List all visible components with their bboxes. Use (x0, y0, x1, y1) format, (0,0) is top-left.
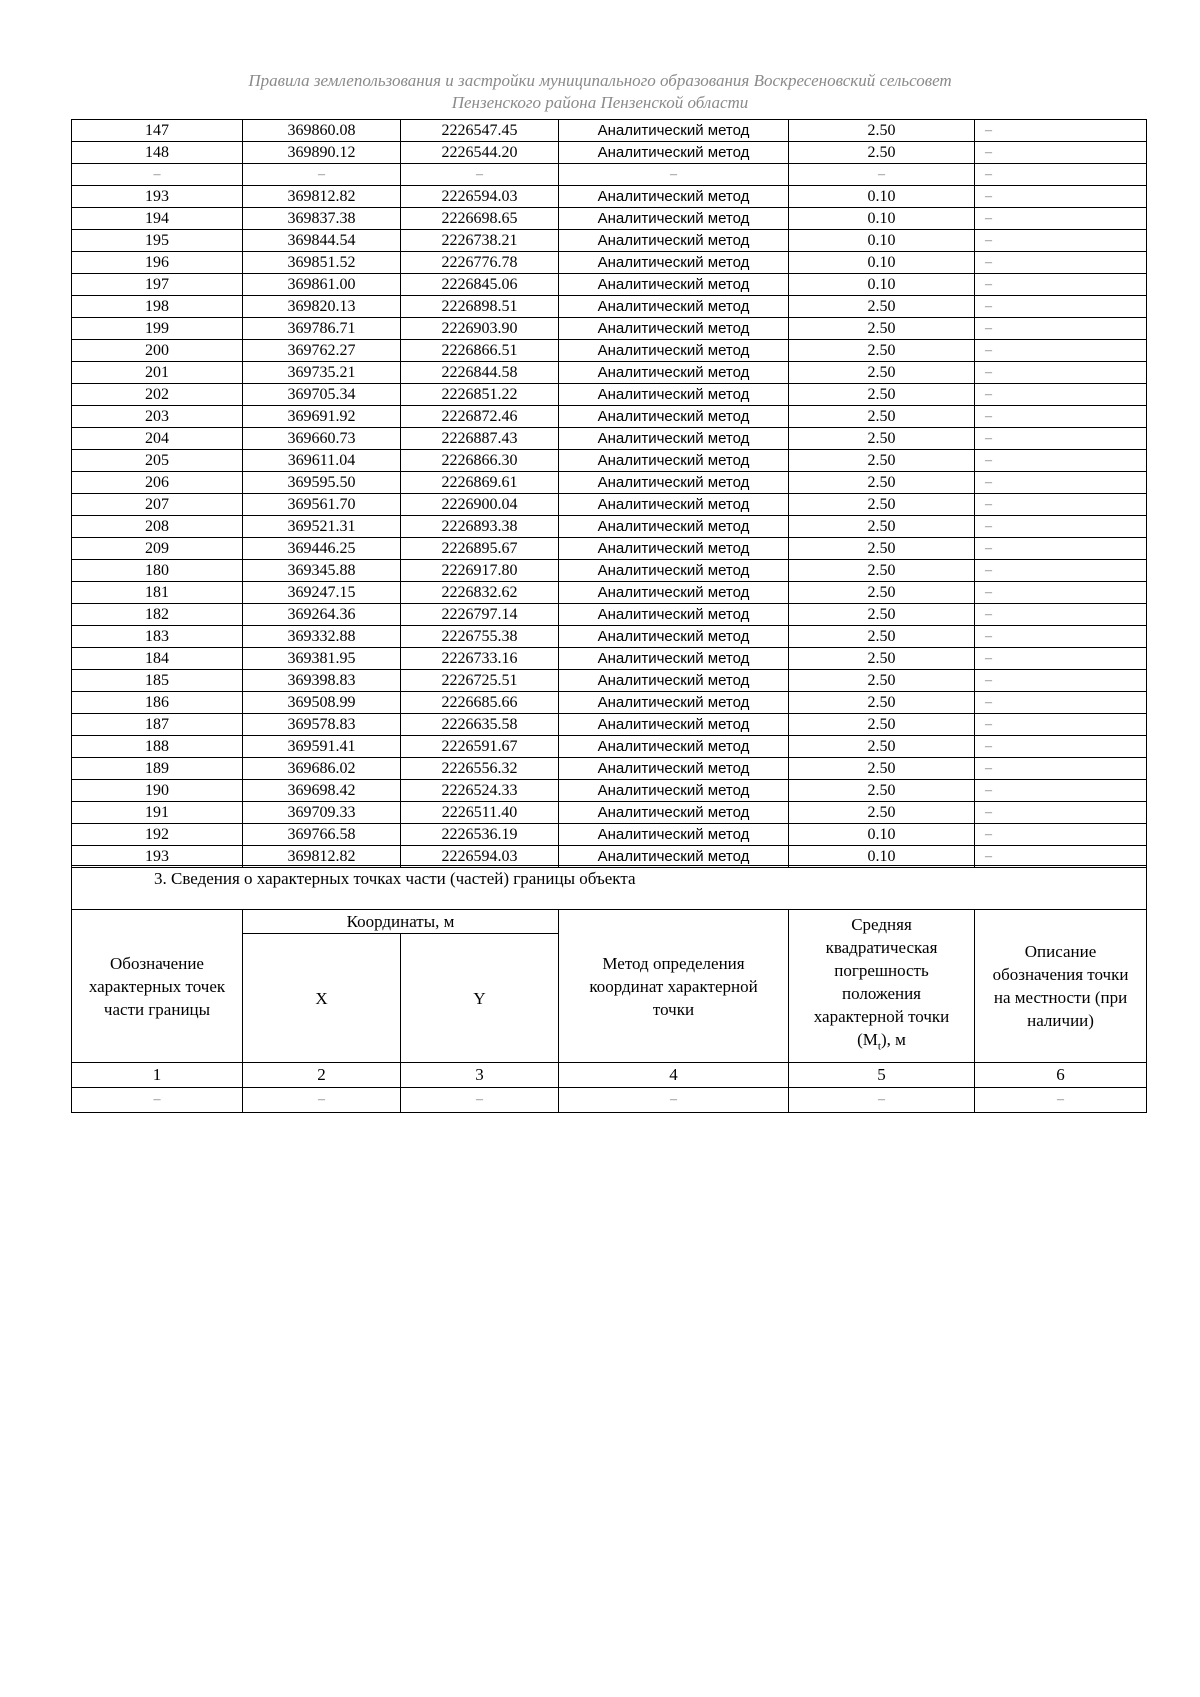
point-number-cell: 206 (72, 472, 243, 494)
section3-table (71, 865, 1147, 1113)
header-line-2: Пензенского района Пензенской области (451, 93, 749, 112)
table-row (72, 406, 1147, 428)
method-cell: Аналитический метод (559, 582, 789, 604)
description-cell: – (975, 164, 1147, 186)
method-cell: Аналитический метод (559, 692, 789, 714)
point-number-cell: 187 (72, 714, 243, 736)
y-coordinate-cell: 2226591.67 (401, 736, 559, 758)
table-row (72, 208, 1147, 230)
description-cell: – (975, 384, 1147, 406)
x-coordinate-cell: 369820.13 (243, 296, 401, 318)
x-coordinate-cell: 369332.88 (243, 626, 401, 648)
description-cell: – (975, 692, 1147, 714)
y-coordinate-cell: 2226851.22 (401, 384, 559, 406)
error-cell: 0.10 (789, 230, 975, 252)
error-cell: 2.50 (789, 736, 975, 758)
point-number-cell: 203 (72, 406, 243, 428)
description-cell: – (975, 846, 1147, 868)
description-cell: – (975, 802, 1147, 824)
table-row (72, 296, 1147, 318)
table-row (72, 560, 1147, 582)
method-cell: Аналитический метод (559, 296, 789, 318)
y-coordinate-cell: 2226844.58 (401, 362, 559, 384)
header-line-1: Правила землепользования и застройки муниципального образования Воскресеновский сельсовет (248, 71, 952, 90)
description-cell: – (975, 736, 1147, 758)
method-cell: Аналитический метод (559, 450, 789, 472)
point-number-cell: 208 (72, 516, 243, 538)
error-cell: 0.10 (789, 186, 975, 208)
table-row (72, 472, 1147, 494)
column-number: 3 (401, 1063, 559, 1088)
point-number-cell: 204 (72, 428, 243, 450)
error-cell: 2.50 (789, 384, 975, 406)
error-cell: 2.50 (789, 296, 975, 318)
table-row (72, 692, 1147, 714)
table-row (72, 582, 1147, 604)
x-coordinate-cell: 369766.58 (243, 824, 401, 846)
x-coordinate-cell: 369578.83 (243, 714, 401, 736)
x-coordinate-cell: 369508.99 (243, 692, 401, 714)
method-cell: Аналитический метод (559, 142, 789, 164)
table-row (72, 120, 1147, 142)
col-error-header (789, 910, 975, 1063)
error-cell: 2.50 (789, 494, 975, 516)
error-cell: 2.50 (789, 142, 975, 164)
x-coordinate-cell: – (243, 164, 401, 186)
table-row (72, 362, 1147, 384)
x-coordinate-cell: 369860.08 (243, 120, 401, 142)
description-cell: – (975, 208, 1147, 230)
y-coordinate-cell: 2226698.65 (401, 208, 559, 230)
point-number-cell: 185 (72, 670, 243, 692)
table-row (72, 318, 1147, 340)
table-row (72, 274, 1147, 296)
x-coordinate-cell: 369345.88 (243, 560, 401, 582)
point-number-cell: 186 (72, 692, 243, 714)
error-cell: 2.50 (789, 758, 975, 780)
x-coordinate-cell: 369812.82 (243, 186, 401, 208)
description-cell: – (975, 186, 1147, 208)
y-coordinate-cell: 2226917.80 (401, 560, 559, 582)
point-number-cell: – (72, 164, 243, 186)
description-cell: – (975, 428, 1147, 450)
method-cell: Аналитический метод (559, 560, 789, 582)
error-cell: 2.50 (789, 670, 975, 692)
empty-cell: – (72, 1088, 243, 1113)
col-error-header-text: Средняя квадратическая погрешность положения характерной точки (M (813, 915, 950, 1050)
x-coordinate-cell: 369691.92 (243, 406, 401, 428)
description-cell: – (975, 648, 1147, 670)
x-coordinate-cell: 369521.31 (243, 516, 401, 538)
method-cell: Аналитический метод (559, 780, 789, 802)
y-coordinate-cell: 2226866.51 (401, 340, 559, 362)
y-coordinate-cell: 2226594.03 (401, 846, 559, 868)
x-coordinate-cell: 369890.12 (243, 142, 401, 164)
point-number-cell: 200 (72, 340, 243, 362)
method-cell: Аналитический метод (559, 274, 789, 296)
x-coordinate-cell: 369611.04 (243, 450, 401, 472)
point-number-cell: 182 (72, 604, 243, 626)
method-cell: Аналитический метод (559, 208, 789, 230)
description-cell: – (975, 516, 1147, 538)
error-cell: 2.50 (789, 516, 975, 538)
table-row (72, 340, 1147, 362)
col-coordinates-header: Координаты, м (243, 910, 559, 934)
error-cell: – (789, 164, 975, 186)
error-cell: 2.50 (789, 406, 975, 428)
col-method-header: Метод определения координат характерной точки (559, 910, 789, 1063)
coordinates-table-body (72, 120, 1147, 868)
error-cell: 2.50 (789, 450, 975, 472)
table-row (72, 428, 1147, 450)
empty-cell: – (401, 1088, 559, 1113)
method-cell: Аналитический метод (559, 362, 789, 384)
col-y-header: Y (401, 934, 559, 1063)
error-cell: 0.10 (789, 274, 975, 296)
description-cell: – (975, 406, 1147, 428)
empty-cell: – (559, 1088, 789, 1113)
x-coordinate-cell: 369398.83 (243, 670, 401, 692)
column-number: 6 (975, 1063, 1147, 1088)
description-cell: – (975, 230, 1147, 252)
error-cell: 2.50 (789, 802, 975, 824)
y-coordinate-cell: 2226556.32 (401, 758, 559, 780)
x-coordinate-cell: 369698.42 (243, 780, 401, 802)
y-coordinate-cell: 2226866.30 (401, 450, 559, 472)
y-coordinate-cell: 2226594.03 (401, 186, 559, 208)
x-coordinate-cell: 369735.21 (243, 362, 401, 384)
error-cell: 2.50 (789, 648, 975, 670)
point-number-cell: 195 (72, 230, 243, 252)
description-cell: – (975, 670, 1147, 692)
point-number-cell: 201 (72, 362, 243, 384)
table-row (72, 736, 1147, 758)
table-row (72, 230, 1147, 252)
x-coordinate-cell: 369705.34 (243, 384, 401, 406)
y-coordinate-cell: 2226872.46 (401, 406, 559, 428)
table-row (72, 824, 1147, 846)
point-number-cell: 199 (72, 318, 243, 340)
description-cell: – (975, 318, 1147, 340)
error-cell: 2.50 (789, 318, 975, 340)
point-number-cell: 188 (72, 736, 243, 758)
point-number-cell: 209 (72, 538, 243, 560)
error-cell: 2.50 (789, 120, 975, 142)
x-coordinate-cell: 369709.33 (243, 802, 401, 824)
y-coordinate-cell: 2226547.45 (401, 120, 559, 142)
y-coordinate-cell: 2226685.66 (401, 692, 559, 714)
method-cell: Аналитический метод (559, 736, 789, 758)
column-number: 5 (789, 1063, 975, 1088)
x-coordinate-cell: 369595.50 (243, 472, 401, 494)
method-cell: Аналитический метод (559, 120, 789, 142)
document-header (0, 70, 1200, 114)
table-row (72, 164, 1147, 186)
y-coordinate-cell: 2226887.43 (401, 428, 559, 450)
section3-title: 3. Сведения о характерных точках части (частей) границы объекта (72, 866, 1147, 910)
x-coordinate-cell: 369446.25 (243, 538, 401, 560)
table-row (72, 670, 1147, 692)
column-number: 2 (243, 1063, 401, 1088)
table-row (72, 538, 1147, 560)
point-number-cell: 192 (72, 824, 243, 846)
method-cell: Аналитический метод (559, 802, 789, 824)
table-row (72, 516, 1147, 538)
table-row (72, 780, 1147, 802)
y-coordinate-cell: 2226544.20 (401, 142, 559, 164)
description-cell: – (975, 604, 1147, 626)
point-number-cell: 193 (72, 186, 243, 208)
table-row (72, 252, 1147, 274)
description-cell: – (975, 450, 1147, 472)
method-cell: Аналитический метод (559, 538, 789, 560)
method-cell: Аналитический метод (559, 494, 789, 516)
point-number-cell: 184 (72, 648, 243, 670)
y-coordinate-cell: – (401, 164, 559, 186)
method-cell: Аналитический метод (559, 340, 789, 362)
table-row (72, 186, 1147, 208)
table-row (72, 450, 1147, 472)
table-row (72, 604, 1147, 626)
x-coordinate-cell: 369762.27 (243, 340, 401, 362)
description-cell: – (975, 274, 1147, 296)
description-cell: – (975, 780, 1147, 802)
x-coordinate-cell: 369264.36 (243, 604, 401, 626)
description-cell: – (975, 252, 1147, 274)
method-cell: Аналитический метод (559, 824, 789, 846)
point-number-cell: 189 (72, 758, 243, 780)
point-number-cell: 183 (72, 626, 243, 648)
point-number-cell: 191 (72, 802, 243, 824)
description-cell: – (975, 362, 1147, 384)
error-cell: 0.10 (789, 252, 975, 274)
description-cell: – (975, 538, 1147, 560)
point-number-cell: 190 (72, 780, 243, 802)
table-row (72, 648, 1147, 670)
y-coordinate-cell: 2226725.51 (401, 670, 559, 692)
table-row (72, 802, 1147, 824)
error-cell: 2.50 (789, 604, 975, 626)
method-cell: Аналитический метод (559, 472, 789, 494)
method-cell: Аналитический метод (559, 604, 789, 626)
method-cell: Аналитический метод (559, 318, 789, 340)
table-row (72, 626, 1147, 648)
point-number-cell: 196 (72, 252, 243, 274)
error-cell: 0.10 (789, 846, 975, 868)
y-coordinate-cell: 2226900.04 (401, 494, 559, 516)
col-description-header: Описание обозначения точки на местности (при наличии) (975, 910, 1147, 1063)
y-coordinate-cell: 2226832.62 (401, 582, 559, 604)
x-coordinate-cell: 369812.82 (243, 846, 401, 868)
description-cell: – (975, 472, 1147, 494)
error-cell: 2.50 (789, 362, 975, 384)
point-number-cell: 180 (72, 560, 243, 582)
description-cell: – (975, 758, 1147, 780)
method-cell: Аналитический метод (559, 252, 789, 274)
method-cell: – (559, 164, 789, 186)
method-cell: Аналитический метод (559, 714, 789, 736)
point-number-cell: 194 (72, 208, 243, 230)
method-cell: Аналитический метод (559, 670, 789, 692)
error-cell: 2.50 (789, 472, 975, 494)
x-coordinate-cell: 369660.73 (243, 428, 401, 450)
column-number: 1 (72, 1063, 243, 1088)
description-cell: – (975, 582, 1147, 604)
method-cell: Аналитический метод (559, 648, 789, 670)
y-coordinate-cell: 2226869.61 (401, 472, 559, 494)
y-coordinate-cell: 2226635.58 (401, 714, 559, 736)
y-coordinate-cell: 2226536.19 (401, 824, 559, 846)
col-error-header-tail: ), м (880, 1030, 906, 1050)
method-cell: Аналитический метод (559, 758, 789, 780)
table-row (72, 384, 1147, 406)
description-cell: – (975, 296, 1147, 318)
empty-cell: – (243, 1088, 401, 1113)
y-coordinate-cell: 2226511.40 (401, 802, 559, 824)
point-number-cell: 193 (72, 846, 243, 868)
method-cell: Аналитический метод (559, 428, 789, 450)
description-cell: – (975, 494, 1147, 516)
point-number-cell: 197 (72, 274, 243, 296)
x-coordinate-cell: 369786.71 (243, 318, 401, 340)
error-cell: 0.10 (789, 208, 975, 230)
x-coordinate-cell: 369247.15 (243, 582, 401, 604)
x-coordinate-cell: 369381.95 (243, 648, 401, 670)
error-cell: 2.50 (789, 538, 975, 560)
method-cell: Аналитический метод (559, 384, 789, 406)
x-coordinate-cell: 369686.02 (243, 758, 401, 780)
method-cell: Аналитический метод (559, 230, 789, 252)
error-cell: 2.50 (789, 626, 975, 648)
point-number-cell: 202 (72, 384, 243, 406)
error-cell: 2.50 (789, 692, 975, 714)
error-cell: 2.50 (789, 340, 975, 362)
table-row (72, 758, 1147, 780)
y-coordinate-cell: 2226898.51 (401, 296, 559, 318)
error-cell: 2.50 (789, 560, 975, 582)
method-cell: Аналитический метод (559, 626, 789, 648)
col-designation-header: Обозначение характерных точек части границы (72, 910, 243, 1063)
point-number-cell: 148 (72, 142, 243, 164)
table-row (72, 142, 1147, 164)
table-row (72, 714, 1147, 736)
x-coordinate-cell: 369844.54 (243, 230, 401, 252)
column-number: 4 (559, 1063, 789, 1088)
error-cell: 2.50 (789, 714, 975, 736)
description-cell: – (975, 120, 1147, 142)
method-cell: Аналитический метод (559, 186, 789, 208)
point-number-cell: 147 (72, 120, 243, 142)
point-number-cell: 198 (72, 296, 243, 318)
y-coordinate-cell: 2226755.38 (401, 626, 559, 648)
table-row (72, 494, 1147, 516)
x-coordinate-cell: 369561.70 (243, 494, 401, 516)
empty-cell: – (975, 1088, 1147, 1113)
error-cell: 2.50 (789, 428, 975, 450)
description-cell: – (975, 142, 1147, 164)
description-cell: – (975, 340, 1147, 362)
error-cell: 2.50 (789, 780, 975, 802)
description-cell: – (975, 560, 1147, 582)
description-cell: – (975, 824, 1147, 846)
x-coordinate-cell: 369837.38 (243, 208, 401, 230)
description-cell: – (975, 626, 1147, 648)
x-coordinate-cell: 369591.41 (243, 736, 401, 758)
empty-cell: – (789, 1088, 975, 1113)
method-cell: Аналитический метод (559, 846, 789, 868)
y-coordinate-cell: 2226893.38 (401, 516, 559, 538)
x-coordinate-cell: 369851.52 (243, 252, 401, 274)
col-error-header-sub: t (877, 1040, 881, 1053)
y-coordinate-cell: 2226903.90 (401, 318, 559, 340)
y-coordinate-cell: 2226895.67 (401, 538, 559, 560)
point-number-cell: 181 (72, 582, 243, 604)
y-coordinate-cell: 2226776.78 (401, 252, 559, 274)
method-cell: Аналитический метод (559, 406, 789, 428)
coordinates-table (71, 119, 1147, 868)
error-cell: 2.50 (789, 582, 975, 604)
col-x-header: X (243, 934, 401, 1063)
x-coordinate-cell: 369861.00 (243, 274, 401, 296)
y-coordinate-cell: 2226733.16 (401, 648, 559, 670)
point-number-cell: 207 (72, 494, 243, 516)
y-coordinate-cell: 2226524.33 (401, 780, 559, 802)
error-cell: 0.10 (789, 824, 975, 846)
description-cell: – (975, 714, 1147, 736)
method-cell: Аналитический метод (559, 516, 789, 538)
y-coordinate-cell: 2226797.14 (401, 604, 559, 626)
y-coordinate-cell: 2226738.21 (401, 230, 559, 252)
point-number-cell: 205 (72, 450, 243, 472)
y-coordinate-cell: 2226845.06 (401, 274, 559, 296)
